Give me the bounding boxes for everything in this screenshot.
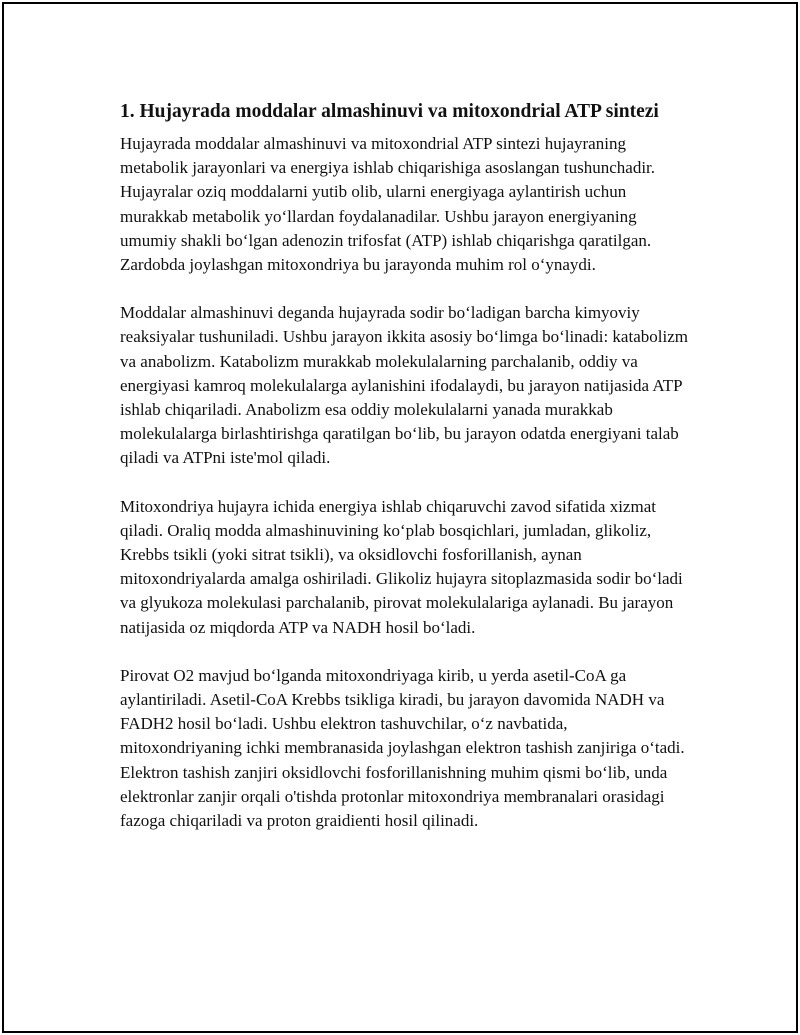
document-page [2, 2, 798, 1033]
document-title: 1. Hujayrada moddalar almashinuvi va mitoxondrial ATP sintezi [120, 101, 659, 122]
paragraph-3: Mitoxondriya hujayra ichida energiya ishlab chiqaruvchi zavod sifatida xizmat qiladi. Oraliq modda almashinuvining ko‘plab bosqichlari, jumladan, glikoliz, Krebbs tsikli (yoki sitrat tsikli), va oksidlovchi fosforillanish, aynan mitoxondriyalarda amalga oshiriladi. Glikoliz hujayra sitoplazmasida sodir bo‘ladi va glyukoza molekulasi parchalanib, pirovat molekulalariga aylanadi. Bu jarayon natijasida oz miqdorda ATP va NADH hosil bo‘ladi. [120, 496, 683, 637]
paragraph-1: Hujayrada moddalar almashinuvi va mitoxondrial ATP sintezi hujayraning metabolik jarayonlari va energiya ishlab chiqarishiga asoslangan tushunchadir. Hujayralar oziq moddalarni yutib olib, ularni energiyaga aylantirish uchun murakkab metabolik yo‘llardan foydalanadilar. Ushbu jarayon energiyaning umumiy shakli bo‘lgan adenozin trifosfat (ATP) ishlab chiqarishga qaratilgan. Zardobda joylashgan mitoxondriya bu jarayonda muhim rol o‘ynaydi. [120, 134, 656, 275]
paragraph-4: Pirovat O2 mavjud bo‘lganda mitoxondriyaga kirib, u yerda asetil-CoA ga aylantiriladi. Asetil-CoA Krebbs tsikliga kiradi, bu jarayon davomida NADH va FADH2 hosil bo‘ladi. Ushbu elektron tashuvchilar, o‘z navbatida, mitoxondriyaning ichki membranasida joylashgan elektron tashish zanjiriga o‘tadi. Elektron tashish zanjiri oksidlovchi fosforillanishning muhim qismi bo‘lib, unda elektronlar zanjir orqali o'tishda protonlar mitoxondriya membranalari orasidagi fazoga chiqariladi va proton graidienti hosil qilinadi. [120, 665, 685, 831]
document-content [120, 98, 692, 857]
paragraph-2: Moddalar almashinuvi deganda hujayrada sodir bo‘ladigan barcha kimyoviy reaksiyalar tushuniladi. Ushbu jarayon ikkita asosiy bo‘limga bo‘linadi: katabolizm va anabolizm. Katabolizm murakkab molekulalarning parchalanib, oddiy va energiyasi kamroq molekulalarga aylanishini ifodalaydi, bu jarayon natijasida ATP ishlab chiqariladi. Anabolizm esa oddiy molekulalarni yanada murakkab molekulalarga birlashtirishga qaratilgan bo‘lib, bu jarayon odatda energiyani talab qiladi va ATPni iste'mol qiladi. [120, 303, 688, 468]
